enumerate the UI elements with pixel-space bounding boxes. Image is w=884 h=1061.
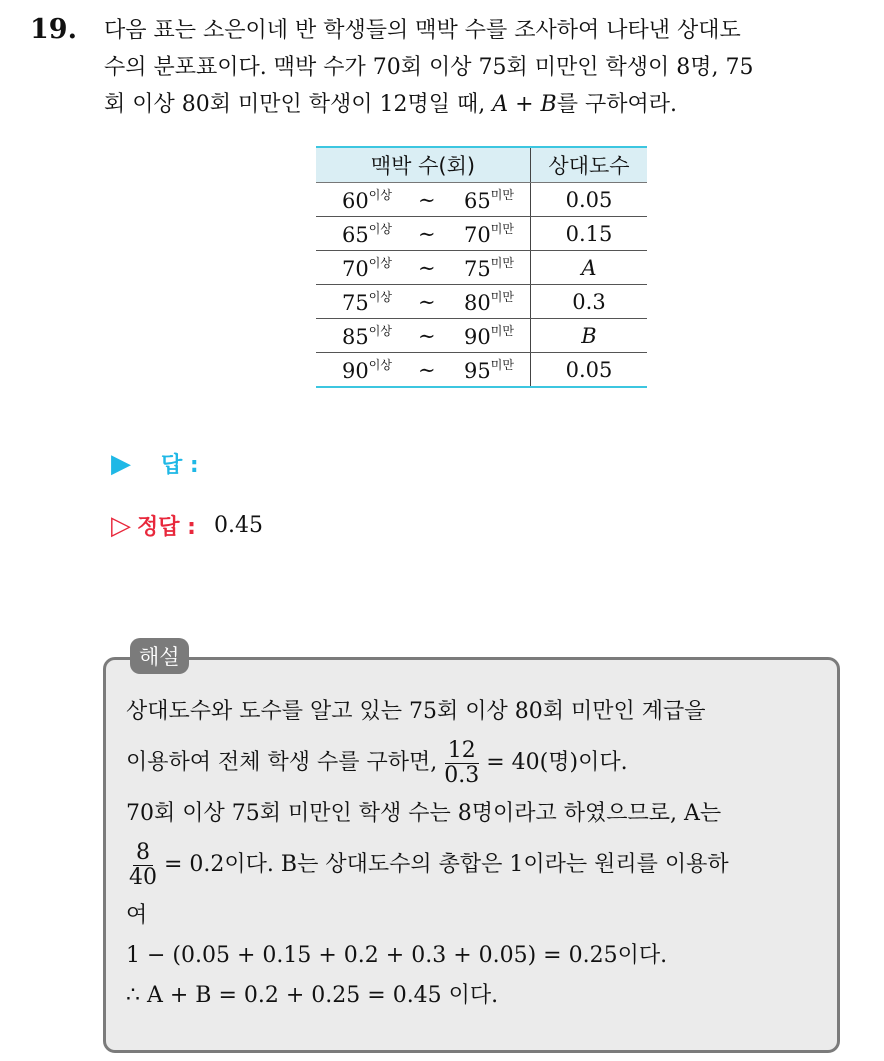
table-row [316,285,647,319]
table-header-row [316,147,647,183]
interval-lower: $65^{이상}$ [342,222,392,247]
relative-frequency-cell: 0.15 [531,217,648,251]
relative-frequency-cell: 0.05 [531,183,648,217]
fraction-numerator: 12 [445,739,479,764]
question-line-3-text: 회 이상 80회 미만인 학생이 12명일 때, [104,92,486,117]
question-line-3 [104,86,864,123]
interval-upper: $95^{미만}$ [464,358,514,383]
relative-frequency-cell: B [531,319,648,353]
fraction-8-over-40 [126,841,160,890]
header-relative-frequency: 상대도수 [531,147,648,183]
table-row [316,353,647,388]
tilde-symbol: ∼ [418,221,436,246]
interval-upper: $90^{미만}$ [464,324,514,349]
solution-line-4 [126,834,836,896]
header-pulse-count: 맥박 수(회) [316,147,531,183]
interval-upper: $80^{미만}$ [464,290,514,315]
question-number: 19. [30,14,77,45]
fraction-denominator: 0.3 [444,762,480,788]
table-row [316,319,647,353]
question-line-1: 다음 표는 소은이네 반 학생들의 맥박 수를 조사하여 나타낸 상대도 [104,18,741,43]
solution-text [126,692,836,1016]
answer-label: 답 : [161,453,199,478]
table-row [316,251,647,285]
solution-line-4-post: = 0.2이다. B는 상대도수의 총합은 1이라는 원리를 이용하 [164,852,729,877]
answer-key-value: 0.45 [213,513,263,538]
interval-cell [316,183,531,217]
interval-lower: $70^{이상}$ [342,256,392,281]
solution-line-1: 상대도수와 도수를 알고 있는 75회 이상 80회 미만인 계급을 [126,699,706,724]
relative-frequency-cell: 0.05 [531,353,648,388]
solution-line-5: 여 [126,903,148,928]
question-line-2: 수의 분포표이다. 맥박 수가 70회 이상 75회 미만인 학생이 8명, 75 [104,55,754,80]
interval-lower: $85^{이상}$ [342,324,392,349]
frequency-table [316,146,647,388]
interval-cell [316,319,531,353]
table-row [316,217,647,251]
question-text [104,12,864,123]
interval-lower: $90^{이상}$ [342,358,392,383]
tilde-symbol: ∼ [418,323,436,348]
tilde-symbol: ∼ [418,289,436,314]
answer-blank-row [111,448,199,479]
tilde-symbol: ∼ [418,357,436,382]
fraction-12-over-0-3 [441,739,482,788]
answer-key-label: 정답 : [137,515,196,540]
interval-cell [316,251,531,285]
interval-cell [316,217,531,251]
fraction-numerator: 8 [133,841,153,866]
question-tail: 를 구하여라. [556,92,677,117]
solution-line-2-pre: 이용하여 전체 학생 수를 구하면, [126,750,438,775]
interval-upper: $65^{미만}$ [464,188,514,213]
interval-lower: $60^{이상}$ [342,188,392,213]
solution-line-2 [126,732,836,794]
table-row [316,183,647,217]
solution-tag: 해설 [130,638,189,674]
solution-line-7: ∴ A + B = 0.2 + 0.25 = 0.45 이다. [126,983,499,1008]
solution-line-2-post: = 40(명)이다. [486,750,628,775]
interval-cell [316,285,531,319]
question-expression: A + B [492,92,557,117]
interval-upper: $75^{미만}$ [464,256,514,281]
outline-triangle-icon: ▷ [111,510,131,541]
solution-line-3: 70회 이상 75회 미만인 학생 수는 8명이라고 하였으므로, A는 [126,801,722,826]
fraction-denominator: 40 [129,864,157,890]
answer-key-row [111,510,263,541]
interval-cell [316,353,531,388]
play-triangle-icon: ▶ [111,448,131,479]
relative-frequency-cell: 0.3 [531,285,648,319]
interval-lower: $75^{이상}$ [342,290,392,315]
interval-upper: $70^{미만}$ [464,222,514,247]
tilde-symbol: ∼ [418,187,436,212]
tilde-symbol: ∼ [418,255,436,280]
relative-frequency-cell: A [531,251,648,285]
solution-line-6: 1 − (0.05 + 0.15 + 0.2 + 0.3 + 0.05) = 0.25이다. [126,943,668,968]
